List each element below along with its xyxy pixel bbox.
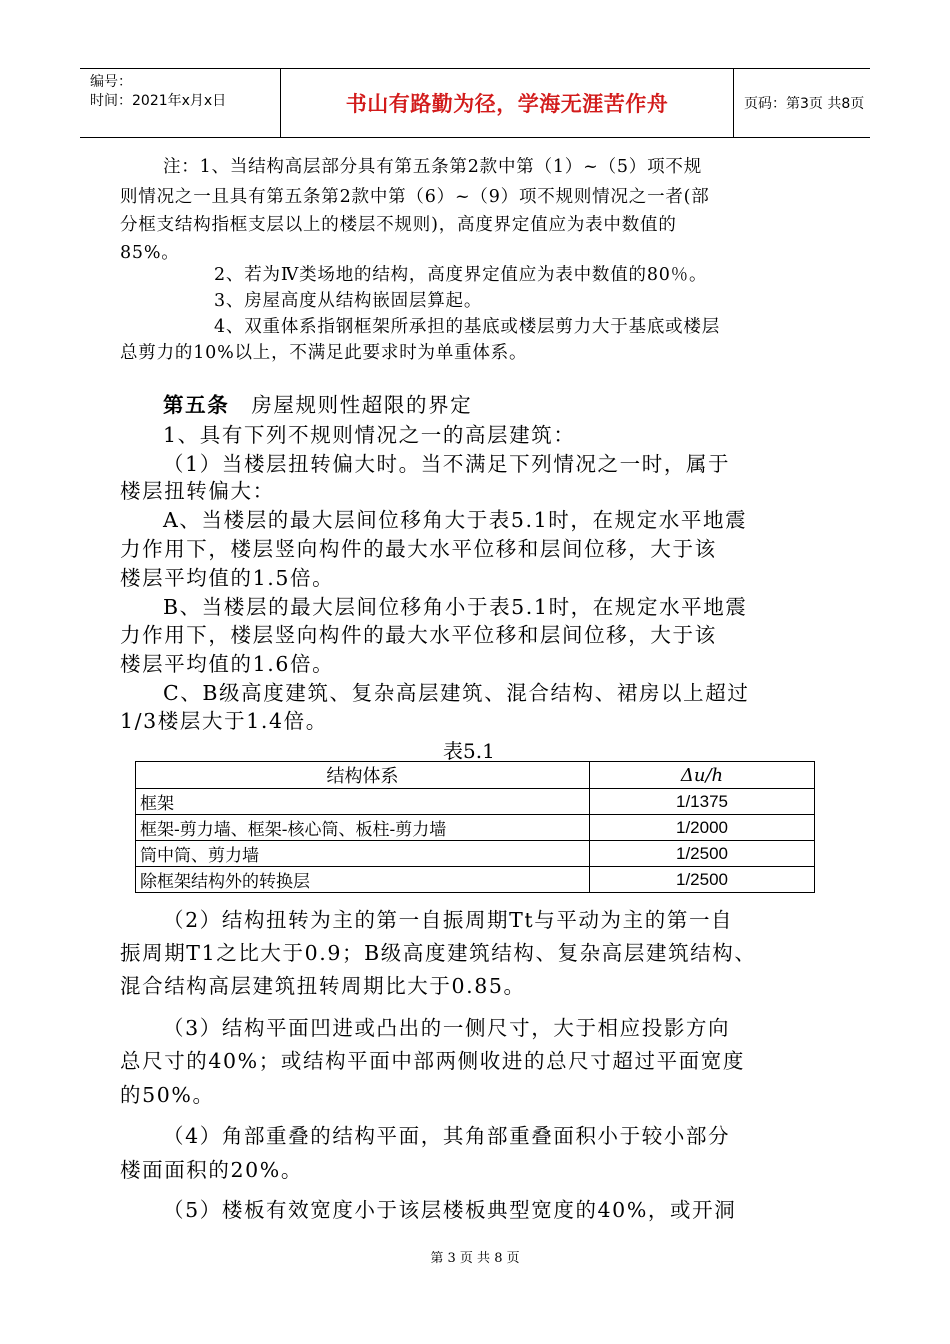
table-cell-system: 筒中筒、剪力墙 <box>136 841 590 867</box>
table-header-row <box>136 762 815 789</box>
note-4-line-1: 4、双重体系指钢框架所承担的基底或楼层剪力大于基底或楼层 <box>214 317 721 337</box>
para-a-line-1: A、当楼层的最大层间位移角大于表5.1时，在规定水平地震 <box>163 508 748 532</box>
table-cell-ratio: 1/2500 <box>590 841 815 867</box>
para-a-line-3: 楼层平均值的1.5倍。 <box>120 566 335 590</box>
para-c-line-1: C、B级高度建筑、复杂高层建筑、混合结构、裙房以上超过 <box>163 681 750 705</box>
header-motto: 书山有路勤为径，学海无涯苦作舟 <box>280 69 734 137</box>
para-b-line-2: 力作用下，楼层竖向构件的最大水平位移和层间位移，大于该 <box>120 623 717 647</box>
para-a-line-2: 力作用下，楼层竖向构件的最大水平位移和层间位移，大于该 <box>120 537 717 561</box>
para-b-line-1: B、当楼层的最大层间位移角小于表5.1时，在规定水平地震 <box>163 595 748 619</box>
table-cell-system: 框架-剪力墙、框架-核心筒、板柱-剪力墙 <box>136 815 590 841</box>
table-row <box>136 789 815 815</box>
page-footer: 第 3 页 共 8 页 <box>430 1251 520 1266</box>
section-heading: 房屋规则性超限的界定 <box>251 393 473 417</box>
table-cell-system: 框架 <box>136 789 590 815</box>
para-1-line-2: 楼层扭转偏大： <box>120 479 275 503</box>
table-cell-system: 除框架结构外的转换层 <box>136 867 590 893</box>
note-1-line-4: 85%。 <box>120 243 180 263</box>
para-5-line-1: （5）楼板有效宽度小于该层楼板典型宽度的40%，或开洞 <box>163 1198 737 1222</box>
table-header-system: 结构体系 <box>136 762 590 789</box>
table-cell-ratio: 1/1375 <box>590 789 815 815</box>
note-1-line-3: 分框支结构指框支层以上的楼层不规则)，高度界定值应为表中数值的 <box>120 215 677 235</box>
table-cell-ratio: 1/2000 <box>590 815 815 841</box>
section-number: 第五条 <box>163 393 230 417</box>
para-3-line-1: （3）结构平面凹进或凸出的一侧尺寸，大于相应投影方向 <box>163 1016 731 1040</box>
para-b-line-3: 楼层平均值的1.6倍。 <box>120 652 335 676</box>
para-2-line-1: （2）结构扭转为主的第一自振周期Tt与平动为主的第一自 <box>163 908 734 932</box>
note-4-line-2: 总剪力的10%以上，不满足此要求时为单重体系。 <box>120 343 528 363</box>
table-caption: 表5.1 <box>443 739 495 763</box>
header-page-label: 页码：第3页 共8页 <box>744 96 865 112</box>
table-row <box>136 815 815 841</box>
note-3: 3、房屋高度从结构嵌固层算起。 <box>214 291 483 311</box>
para-2-line-2: 振周期T1之比大于0.9；B级高度建筑结构、复杂高层建筑结构、 <box>120 941 757 965</box>
para-3-line-2: 总尺寸的40%；或结构平面中部两侧收进的总尺寸超过平面宽度 <box>120 1049 745 1073</box>
table-row <box>136 841 815 867</box>
para-c-line-2: 1/3楼层大于1.4倍。 <box>120 709 328 733</box>
note-2: 2、若为Ⅳ类场地的结构，高度界定值应为表中数值的80％。 <box>214 265 708 285</box>
note-1-line-2: 则情况之一且具有第五条第2款中第（6）~（9）项不规则情况之一者(部 <box>120 187 710 207</box>
para-3-line-3: 的50%。 <box>120 1083 215 1107</box>
para-4-line-2: 楼面面积的20%。 <box>120 1158 303 1182</box>
time-label: 时间：2021年x月x日 <box>90 93 227 109</box>
item-1: 1、具有下列不规则情况之一的高层建筑： <box>163 423 576 447</box>
section-title <box>163 388 875 418</box>
page-header <box>80 68 870 138</box>
note-1-line-1: 注：1、当结构高层部分具有第五条第2款中第（1）~（5）项不规 <box>163 157 702 177</box>
drift-ratio-table <box>135 761 815 893</box>
para-4-line-1: （4）角部重叠的结构平面，其角部重叠面积小于较小部分 <box>163 1124 731 1148</box>
para-2-line-3: 混合结构高层建筑扭转周期比大于0.85。 <box>120 974 526 998</box>
table-header-ratio: Δu/h <box>590 762 815 789</box>
para-1-line-1: （1）当楼层扭转偏大时。当不满足下列情况之一时，属于 <box>163 452 731 476</box>
table-cell-ratio: 1/2500 <box>590 867 815 893</box>
header-meta <box>80 69 280 137</box>
number-label: 编号： <box>90 74 132 90</box>
table-row <box>136 867 815 893</box>
